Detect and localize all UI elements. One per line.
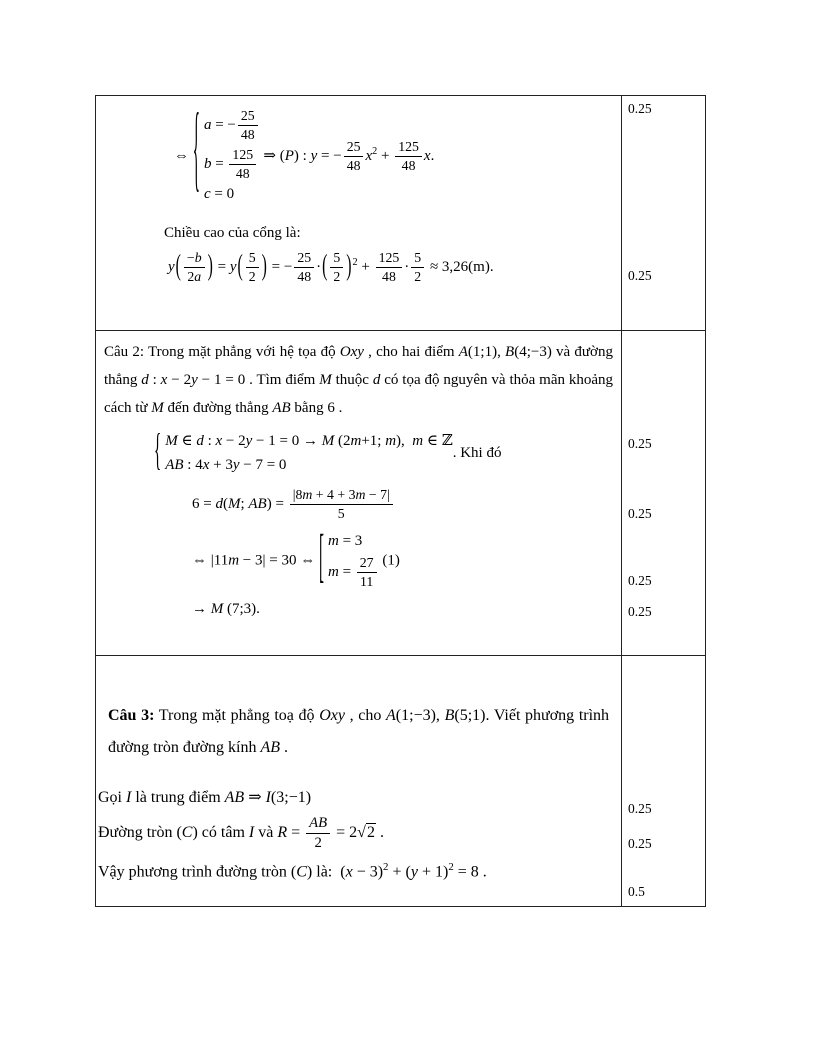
score-value: 0.5	[628, 884, 645, 899]
question-text: Câu 2: Trong mặt phẳng với hệ tọa độ Oxy , cho hai điểm A(1;1), B(4;−3) và đường thẳng d : x − 2y − 1 = 0 . Tìm điểm M thuộc d có tọa độ nguyên và thỏa mãn khoảng cách từ M đến đường thẳng AB bằng 6 .	[104, 344, 614, 416]
score-value: 0.25	[628, 836, 652, 851]
formula-line: ⇔ |11m − 3| = 30 ⇔ [ m = 3 m = $\frac{27}{11}$ (1)	[192, 527, 400, 591]
points-cell	[622, 331, 705, 655]
formula-line: 6 = d(M; AB) = $\frac{|8m + 4 + 3m - 7|}{5}$	[192, 487, 621, 522]
solution-cell	[96, 331, 622, 655]
row-question3	[96, 656, 705, 906]
score-value: 0.25	[628, 436, 652, 451]
answer-table	[95, 95, 706, 907]
score-value: 0.25	[628, 268, 652, 283]
score-value: 0.25	[628, 573, 652, 588]
solution-cell	[96, 656, 622, 906]
row-question2	[96, 331, 705, 656]
formula-line: { M ∈ d : x − 2y − 1 = 0 → M (2m+1; m), m ∈ ℤ AB : 4x + 3y − 7 = 0 . Khi đó	[154, 428, 502, 477]
formula-line: y( $\frac{-b}{2a}$ ) = y( $\frac{5}{2}$ ) = − $\frac{25}{48}$ ·( $\frac{5}{2}$ )$^2$ + $\frac{125}{48}$ · $\frac{5}{2}$ ≈ 3,26(m).	[168, 249, 494, 284]
solution-line: Đường tròn (C) có tâm I và R = $\frac{AB}{2}$ = 2√2 .	[98, 814, 384, 851]
formula-line: → M (7;3).	[192, 601, 260, 618]
question-text: Câu 3: Trong mặt phẳng toạ độ Oxy , cho A(1;−3), B(5;1). Viết phương trình đường tròn đường kính AB .	[108, 707, 610, 756]
solution-text: Chiều cao của cổng là:	[164, 224, 301, 241]
score-value: 0.25	[628, 101, 652, 116]
score-value: 0.25	[628, 801, 652, 816]
solution-line: Gọi I là trung điểm AB ⇒ I(3;−1)	[98, 789, 312, 806]
score-value: 0.25	[628, 604, 652, 619]
formula-line: ⇔ { a = − $\frac{25}{48}$ b = $\frac{125}{48}$ c = 0 ⇒ (P) : y = − $\frac{25}{48}$ $x^2$ + $\frac{125}{48}$ x.	[174, 102, 435, 205]
solution-line: Vậy phương trình đường tròn (C) là: $(x - 3)^2 + (y + 1)^2 = 8$ .	[98, 860, 487, 880]
points-cell	[622, 96, 705, 330]
points-cell	[622, 656, 705, 906]
solution-cell	[96, 96, 622, 330]
score-value: 0.25	[628, 506, 652, 521]
row-question1-end	[96, 96, 705, 331]
